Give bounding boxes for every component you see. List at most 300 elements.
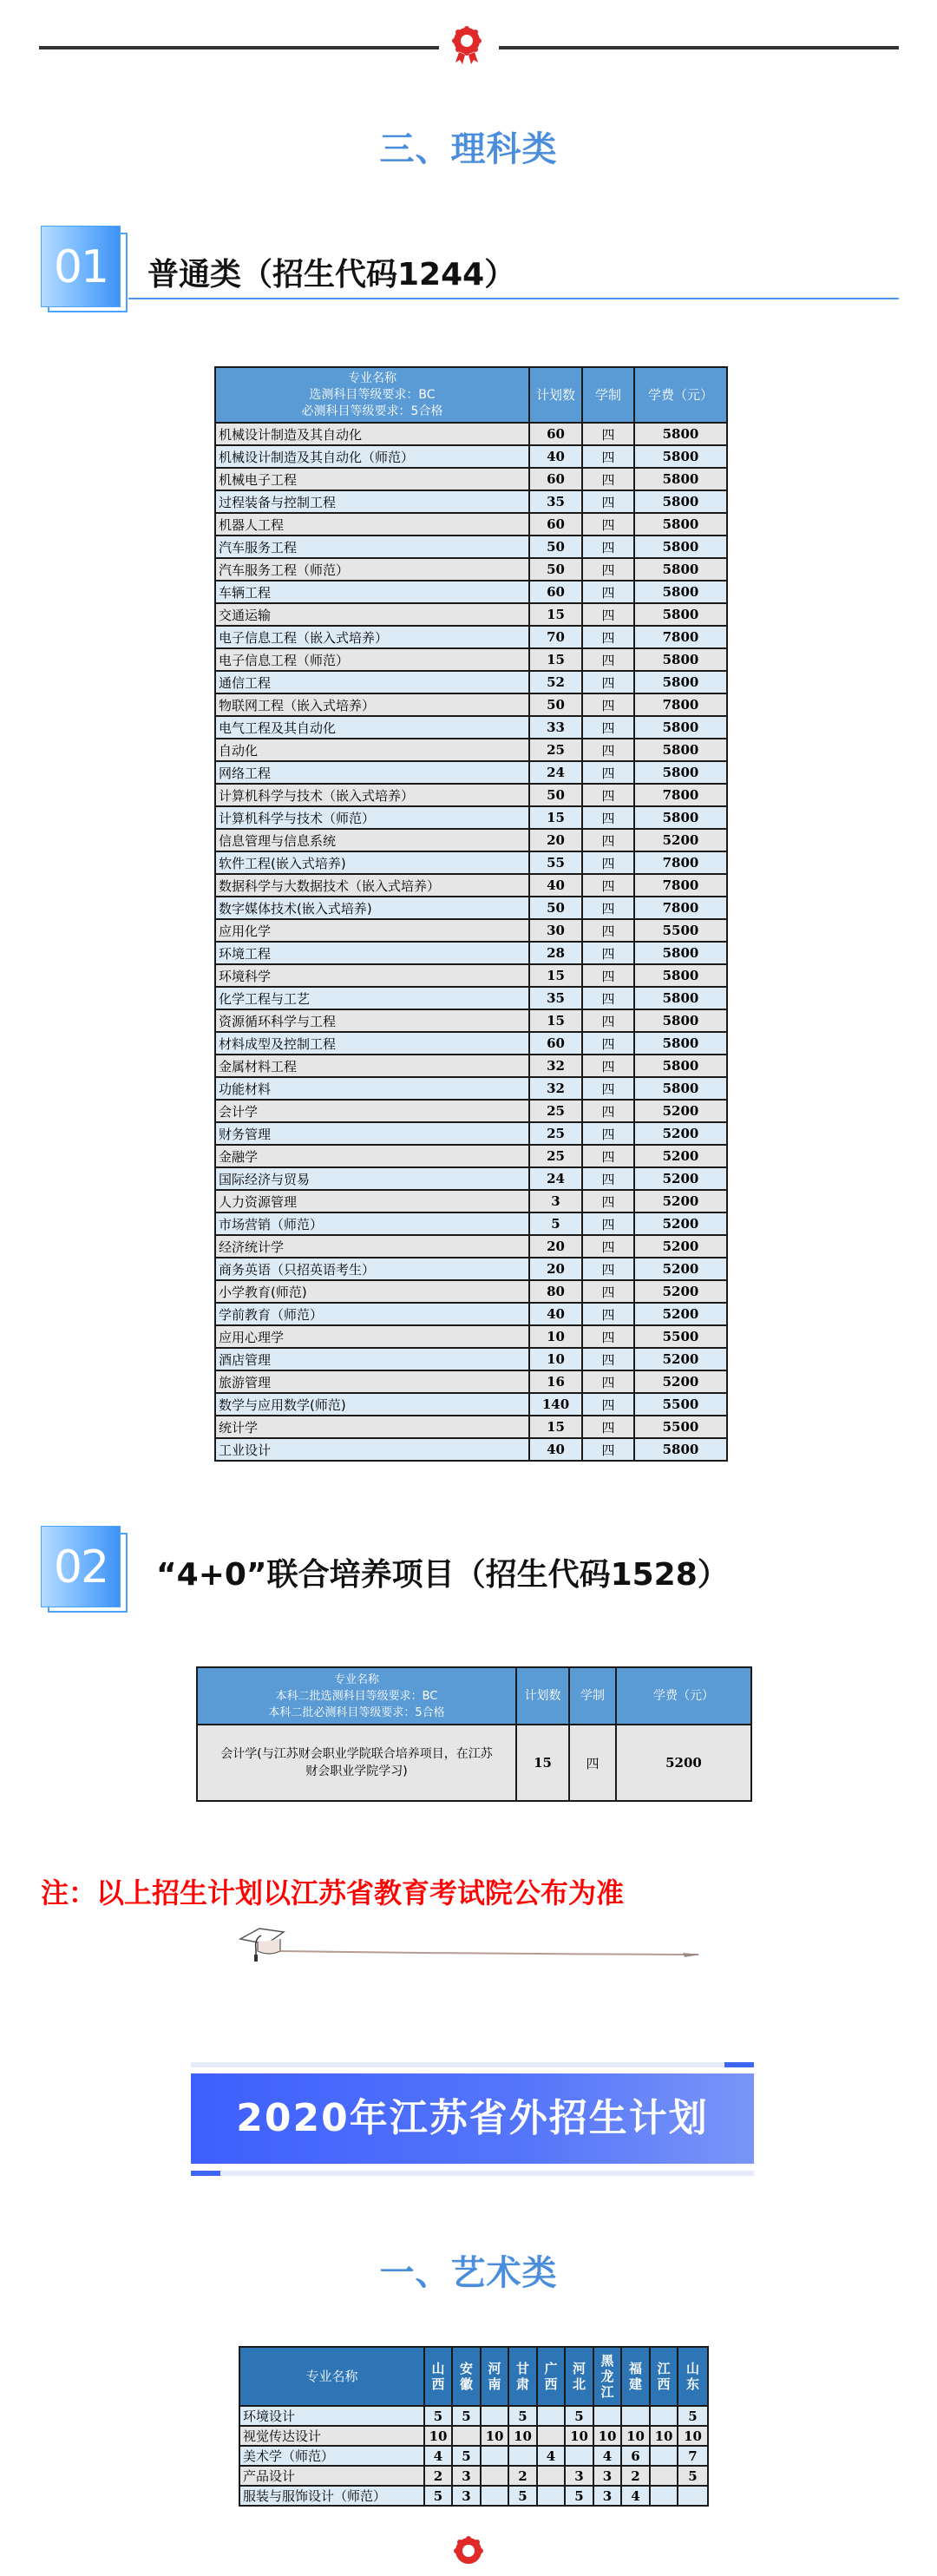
table-row bbox=[215, 1416, 727, 1438]
table-row bbox=[215, 964, 727, 987]
major-name: 环境工程 bbox=[215, 942, 529, 964]
banner-title: 2020年江苏省外招生计划 bbox=[236, 2096, 709, 2140]
plan-count: 40 bbox=[529, 874, 582, 897]
tuition-fee: 5800 bbox=[634, 761, 727, 784]
major-name: 经济统计学 bbox=[215, 1235, 529, 1258]
table-header-row bbox=[215, 367, 727, 423]
program-years: 四 bbox=[582, 739, 634, 761]
tuition-fee: 5800 bbox=[634, 671, 727, 693]
tuition-fee: 5500 bbox=[634, 1416, 727, 1438]
program-years: 四 bbox=[582, 1235, 634, 1258]
section-number: 01 bbox=[41, 226, 121, 307]
graduation-cap-icon bbox=[239, 1925, 707, 1968]
plan-count: 15 bbox=[516, 1725, 569, 1801]
tuition-fee: 5800 bbox=[634, 490, 727, 513]
heading-joint-program: “4+0”联合培养项目（招生代码1528） bbox=[156, 1557, 729, 1593]
program-years: 四 bbox=[582, 1393, 634, 1416]
table-row bbox=[215, 648, 727, 671]
note-text: 注：以上招生计划以江苏省教育考试院公布为准 bbox=[41, 1876, 625, 1909]
program-years: 四 bbox=[582, 1348, 634, 1370]
province-char: 河 bbox=[572, 2361, 586, 2376]
plan-count: 40 bbox=[529, 1438, 582, 1461]
major-name: 服装与服饰设计（师范） bbox=[239, 2486, 424, 2506]
province-char: 建 bbox=[628, 2376, 642, 2392]
plan-count: 5 bbox=[678, 2466, 708, 2486]
province-char: 安 bbox=[459, 2361, 473, 2376]
major-name: 金属材料工程 bbox=[215, 1055, 529, 1077]
section-title-art: 一、艺术类 bbox=[379, 2253, 558, 2293]
major-name bbox=[197, 1725, 516, 1801]
heading-underline bbox=[128, 298, 899, 299]
plan-count bbox=[593, 2406, 621, 2426]
table-row bbox=[215, 468, 727, 490]
table-row bbox=[215, 671, 727, 693]
table-row bbox=[215, 897, 727, 919]
plan-count: 2 bbox=[621, 2466, 650, 2486]
header-province bbox=[678, 2347, 708, 2406]
program-years: 四 bbox=[582, 897, 634, 919]
plan-count bbox=[650, 2406, 678, 2426]
table-row bbox=[215, 1009, 727, 1032]
tuition-fee: 5200 bbox=[616, 1725, 751, 1801]
program-years: 四 bbox=[582, 468, 634, 490]
major-name: 软件工程(嵌入式培养) bbox=[215, 851, 529, 874]
header-province bbox=[621, 2347, 650, 2406]
program-years: 四 bbox=[582, 581, 634, 603]
tuition-fee: 5800 bbox=[634, 581, 727, 603]
major-name: 电子信息工程（师范） bbox=[215, 648, 529, 671]
tuition-fee: 7800 bbox=[634, 626, 727, 648]
plan-count: 15 bbox=[529, 648, 582, 671]
tuition-fee: 5800 bbox=[634, 648, 727, 671]
plan-count bbox=[452, 2426, 481, 2446]
tuition-fee: 5500 bbox=[634, 1393, 727, 1416]
major-name: 财务管理 bbox=[215, 1122, 529, 1145]
tuition-fee: 5200 bbox=[634, 1280, 727, 1303]
table-row bbox=[215, 1032, 727, 1055]
plan-count: 60 bbox=[529, 513, 582, 536]
table-row bbox=[215, 1100, 727, 1122]
plan-count: 4 bbox=[424, 2446, 452, 2466]
program-years: 四 bbox=[582, 761, 634, 784]
program-years: 四 bbox=[582, 1303, 634, 1325]
science-plan-table bbox=[214, 366, 728, 1462]
major-name: 美术学（师范） bbox=[239, 2446, 424, 2466]
major-name: 商务英语（只招英语考生） bbox=[215, 1258, 529, 1280]
table-row bbox=[215, 806, 727, 829]
program-years: 四 bbox=[582, 987, 634, 1009]
joint-program-table bbox=[196, 1666, 752, 1802]
major-name: 旅游管理 bbox=[215, 1370, 529, 1393]
table-row bbox=[215, 851, 727, 874]
plan-count: 50 bbox=[529, 558, 582, 581]
plan-count: 60 bbox=[529, 468, 582, 490]
table-row bbox=[239, 2446, 708, 2466]
plan-count bbox=[650, 2446, 678, 2466]
major-name: 汽车服务工程 bbox=[215, 536, 529, 558]
table-row bbox=[215, 1055, 727, 1077]
plan-count: 33 bbox=[529, 716, 582, 739]
table-row bbox=[215, 1325, 727, 1348]
program-years: 四 bbox=[582, 1122, 634, 1145]
province-char: 东 bbox=[685, 2376, 699, 2392]
plan-count: 24 bbox=[529, 761, 582, 784]
plan-count: 35 bbox=[529, 987, 582, 1009]
plan-count bbox=[537, 2406, 565, 2426]
province-char: 甘 bbox=[515, 2361, 529, 2376]
plan-count: 60 bbox=[529, 423, 582, 445]
province-char: 北 bbox=[572, 2376, 586, 2392]
header-province bbox=[593, 2347, 621, 2406]
program-years: 四 bbox=[582, 1190, 634, 1212]
tuition-fee: 5200 bbox=[634, 1258, 727, 1280]
plan-count: 10 bbox=[481, 2426, 508, 2446]
program-years: 四 bbox=[582, 1325, 634, 1348]
plan-count: 25 bbox=[529, 739, 582, 761]
plan-count: 25 bbox=[529, 1145, 582, 1167]
major-name: 车辆工程 bbox=[215, 581, 529, 603]
plan-count: 50 bbox=[529, 897, 582, 919]
tuition-fee: 5500 bbox=[634, 1325, 727, 1348]
table-row bbox=[215, 1167, 727, 1190]
major-name: 通信工程 bbox=[215, 671, 529, 693]
tuition-fee: 7800 bbox=[634, 874, 727, 897]
out-of-province-banner bbox=[191, 2073, 754, 2164]
tuition-fee: 5800 bbox=[634, 1077, 727, 1100]
tuition-fee: 5800 bbox=[634, 468, 727, 490]
table-row bbox=[215, 513, 727, 536]
header-years: 学制 bbox=[582, 367, 634, 423]
banner-bottom-strip bbox=[191, 2171, 754, 2176]
tuition-fee: 5200 bbox=[634, 1348, 727, 1370]
major-name: 汽车服务工程（师范） bbox=[215, 558, 529, 581]
plan-count: 40 bbox=[529, 1303, 582, 1325]
header-major-name bbox=[197, 1667, 516, 1725]
province-char: 江 bbox=[600, 2384, 614, 2400]
header-province bbox=[481, 2347, 508, 2406]
plan-count: 5 bbox=[565, 2406, 593, 2426]
plan-count: 15 bbox=[529, 603, 582, 626]
plan-count: 60 bbox=[529, 1032, 582, 1055]
tuition-fee: 5200 bbox=[634, 1212, 727, 1235]
header-major-name: 专业名称 bbox=[239, 2347, 424, 2406]
table-row bbox=[215, 829, 727, 851]
plan-count: 5 bbox=[452, 2406, 481, 2426]
major-name: 网络工程 bbox=[215, 761, 529, 784]
table-row bbox=[239, 2466, 708, 2486]
major-name: 机械设计制造及其自动化 bbox=[215, 423, 529, 445]
tuition-fee: 5800 bbox=[634, 964, 727, 987]
plan-count: 3 bbox=[529, 1190, 582, 1212]
plan-count: 10 bbox=[529, 1325, 582, 1348]
plan-count: 50 bbox=[529, 693, 582, 716]
table-row bbox=[215, 1393, 727, 1416]
plan-count: 15 bbox=[529, 806, 582, 829]
table-row bbox=[197, 1725, 751, 1801]
header-province bbox=[650, 2347, 678, 2406]
table-row bbox=[215, 1348, 727, 1370]
art-plan-table bbox=[239, 2346, 709, 2507]
program-years: 四 bbox=[582, 806, 634, 829]
plan-count: 32 bbox=[529, 1055, 582, 1077]
section-number-box-01 bbox=[41, 226, 128, 312]
table-row bbox=[215, 784, 727, 806]
major-name: 电子信息工程（嵌入式培养） bbox=[215, 626, 529, 648]
table-row bbox=[215, 423, 727, 445]
plan-count: 5 bbox=[678, 2406, 708, 2426]
tuition-fee: 7800 bbox=[634, 897, 727, 919]
section-number: 02 bbox=[41, 1526, 121, 1607]
table-row bbox=[215, 536, 727, 558]
major-name: 酒店管理 bbox=[215, 1348, 529, 1370]
program-years: 四 bbox=[582, 1009, 634, 1032]
tuition-fee: 5800 bbox=[634, 1032, 727, 1055]
table-row bbox=[215, 739, 727, 761]
header-plan: 计划数 bbox=[529, 367, 582, 423]
plan-count: 20 bbox=[529, 1235, 582, 1258]
tuition-fee: 5200 bbox=[634, 1235, 727, 1258]
plan-count: 2 bbox=[424, 2466, 452, 2486]
plan-count: 28 bbox=[529, 942, 582, 964]
plan-count: 10 bbox=[565, 2426, 593, 2446]
plan-count: 52 bbox=[529, 671, 582, 693]
plan-count bbox=[650, 2486, 678, 2506]
major-name: 应用化学 bbox=[215, 919, 529, 942]
tuition-fee: 5800 bbox=[634, 423, 727, 445]
program-years: 四 bbox=[582, 784, 634, 806]
province-char: 西 bbox=[431, 2376, 445, 2392]
program-years: 四 bbox=[582, 423, 634, 445]
program-years: 四 bbox=[582, 693, 634, 716]
plan-count: 55 bbox=[529, 851, 582, 874]
plan-count: 4 bbox=[621, 2486, 650, 2506]
tuition-fee: 5200 bbox=[634, 1167, 727, 1190]
major-name-line: 财会职业学院学习) bbox=[305, 1764, 408, 1778]
table-row bbox=[239, 2486, 708, 2506]
header-province bbox=[565, 2347, 593, 2406]
province-char: 西 bbox=[657, 2376, 671, 2392]
table-row bbox=[215, 490, 727, 513]
major-name: 数字媒体技术(嵌入式培养) bbox=[215, 897, 529, 919]
tuition-fee: 5800 bbox=[634, 558, 727, 581]
table-header-row bbox=[239, 2347, 708, 2406]
plan-count: 16 bbox=[529, 1370, 582, 1393]
table-header-row bbox=[197, 1667, 751, 1725]
major-name: 电气工程及其自动化 bbox=[215, 716, 529, 739]
section-title-science: 三、理科类 bbox=[379, 129, 558, 169]
major-name: 应用心理学 bbox=[215, 1325, 529, 1348]
plan-count bbox=[537, 2426, 565, 2446]
major-name: 产品设计 bbox=[239, 2466, 424, 2486]
header-plan: 计划数 bbox=[516, 1667, 569, 1725]
plan-count: 35 bbox=[529, 490, 582, 513]
plan-count: 5 bbox=[508, 2486, 537, 2506]
plan-count: 25 bbox=[529, 1100, 582, 1122]
plan-count bbox=[537, 2466, 565, 2486]
plan-count: 3 bbox=[593, 2486, 621, 2506]
tuition-fee: 5800 bbox=[634, 739, 727, 761]
program-years: 四 bbox=[582, 603, 634, 626]
plan-count: 5 bbox=[424, 2486, 452, 2506]
plan-count: 4 bbox=[537, 2446, 565, 2466]
plan-count: 15 bbox=[529, 1009, 582, 1032]
table-row bbox=[215, 1212, 727, 1235]
table-row bbox=[215, 1280, 727, 1303]
table-row bbox=[215, 874, 727, 897]
header-province bbox=[537, 2347, 565, 2406]
major-name: 自动化 bbox=[215, 739, 529, 761]
plan-count: 5 bbox=[508, 2406, 537, 2426]
plan-count: 7 bbox=[678, 2446, 708, 2466]
program-years: 四 bbox=[582, 445, 634, 468]
tuition-fee: 5800 bbox=[634, 716, 727, 739]
header-line: 本科二批选测科目等级要求：BC bbox=[275, 1689, 438, 1703]
province-char: 江 bbox=[657, 2361, 671, 2376]
major-name: 人力资源管理 bbox=[215, 1190, 529, 1212]
province-char: 西 bbox=[544, 2376, 558, 2392]
major-name-line: 会计学(与江苏财会职业学院联合培养项目，在江苏 bbox=[220, 1747, 493, 1761]
header-line: 选测科目等级要求：BC bbox=[309, 387, 436, 402]
major-name: 统计学 bbox=[215, 1416, 529, 1438]
top-divider-left-line bbox=[39, 46, 439, 49]
program-years: 四 bbox=[582, 919, 634, 942]
plan-count: 10 bbox=[508, 2426, 537, 2446]
major-name: 计算机科学与技术（师范） bbox=[215, 806, 529, 829]
program-years: 四 bbox=[582, 964, 634, 987]
province-char: 河 bbox=[488, 2361, 501, 2376]
program-years: 四 bbox=[582, 1055, 634, 1077]
plan-count: 140 bbox=[529, 1393, 582, 1416]
plan-count: 24 bbox=[529, 1167, 582, 1190]
program-years: 四 bbox=[582, 942, 634, 964]
plan-count: 10 bbox=[650, 2426, 678, 2446]
plan-count: 3 bbox=[565, 2466, 593, 2486]
tuition-fee: 5800 bbox=[634, 806, 727, 829]
plan-count: 4 bbox=[593, 2446, 621, 2466]
program-years: 四 bbox=[582, 648, 634, 671]
major-name: 金融学 bbox=[215, 1145, 529, 1167]
program-years: 四 bbox=[582, 1416, 634, 1438]
header-years: 学制 bbox=[569, 1667, 616, 1725]
table-row bbox=[215, 942, 727, 964]
header-fee: 学费（元） bbox=[616, 1667, 751, 1725]
program-years: 四 bbox=[582, 626, 634, 648]
table-row bbox=[215, 693, 727, 716]
program-years: 四 bbox=[582, 716, 634, 739]
plan-count: 3 bbox=[452, 2486, 481, 2506]
program-years: 四 bbox=[582, 513, 634, 536]
award-badge-icon bbox=[454, 2536, 483, 2576]
table-row bbox=[215, 1258, 727, 1280]
tuition-fee: 7800 bbox=[634, 784, 727, 806]
tuition-fee: 5200 bbox=[634, 829, 727, 851]
header-province bbox=[452, 2347, 481, 2406]
province-char: 徽 bbox=[459, 2376, 473, 2392]
major-name: 数学与应用数学(师范) bbox=[215, 1393, 529, 1416]
header-line: 专业名称 bbox=[333, 1672, 379, 1686]
plan-count: 60 bbox=[529, 581, 582, 603]
major-name: 化学工程与工艺 bbox=[215, 987, 529, 1009]
plan-count bbox=[481, 2406, 508, 2426]
table-row bbox=[215, 1077, 727, 1100]
tuition-fee: 7800 bbox=[634, 851, 727, 874]
major-name: 信息管理与信息系统 bbox=[215, 829, 529, 851]
section-number-box-02 bbox=[41, 1526, 128, 1613]
major-name: 环境设计 bbox=[239, 2406, 424, 2426]
plan-count: 50 bbox=[529, 536, 582, 558]
province-char: 广 bbox=[544, 2361, 558, 2376]
plan-count: 30 bbox=[529, 919, 582, 942]
tuition-fee: 5800 bbox=[634, 603, 727, 626]
province-char: 龙 bbox=[600, 2369, 614, 2384]
program-years: 四 bbox=[582, 1077, 634, 1100]
province-char: 福 bbox=[628, 2361, 642, 2376]
tuition-fee: 5200 bbox=[634, 1145, 727, 1167]
plan-count bbox=[537, 2486, 565, 2506]
header-line: 本科二批必测科目等级要求：5合格 bbox=[268, 1705, 445, 1719]
major-name: 会计学 bbox=[215, 1100, 529, 1122]
province-char: 山 bbox=[431, 2361, 445, 2376]
program-years: 四 bbox=[582, 536, 634, 558]
plan-count: 10 bbox=[621, 2426, 650, 2446]
major-name: 过程装备与控制工程 bbox=[215, 490, 529, 513]
major-name: 工业设计 bbox=[215, 1438, 529, 1461]
plan-count: 20 bbox=[529, 1258, 582, 1280]
province-char: 肃 bbox=[515, 2376, 529, 2392]
table-row bbox=[215, 919, 727, 942]
header-line: 专业名称 bbox=[348, 371, 396, 385]
plan-count: 15 bbox=[529, 1416, 582, 1438]
tuition-fee: 7800 bbox=[634, 693, 727, 716]
tuition-fee: 5200 bbox=[634, 1370, 727, 1393]
program-years: 四 bbox=[582, 1212, 634, 1235]
program-years: 四 bbox=[582, 1145, 634, 1167]
table-row bbox=[215, 1145, 727, 1167]
program-years: 四 bbox=[569, 1725, 616, 1801]
major-name: 机械电子工程 bbox=[215, 468, 529, 490]
program-years: 四 bbox=[582, 1167, 634, 1190]
program-years: 四 bbox=[582, 671, 634, 693]
heading-general-category: 普通类（招生代码1244） bbox=[147, 257, 516, 292]
header-province bbox=[424, 2347, 452, 2406]
banner-top-strip bbox=[191, 2062, 754, 2067]
table-row bbox=[215, 626, 727, 648]
plan-count: 5 bbox=[424, 2406, 452, 2426]
major-name: 数据科学与大数据技术（嵌入式培养） bbox=[215, 874, 529, 897]
plan-count bbox=[481, 2486, 508, 2506]
tuition-fee: 5200 bbox=[634, 1100, 727, 1122]
province-char: 黑 bbox=[600, 2353, 614, 2369]
major-name: 环境科学 bbox=[215, 964, 529, 987]
plan-count bbox=[621, 2406, 650, 2426]
major-name: 交通运输 bbox=[215, 603, 529, 626]
plan-count: 40 bbox=[529, 445, 582, 468]
plan-count: 10 bbox=[593, 2426, 621, 2446]
tuition-fee: 5800 bbox=[634, 445, 727, 468]
tuition-fee: 5800 bbox=[634, 513, 727, 536]
banner-bottom-accent bbox=[191, 2171, 220, 2176]
table-row bbox=[239, 2406, 708, 2426]
tuition-fee: 5200 bbox=[634, 1122, 727, 1145]
plan-count bbox=[650, 2466, 678, 2486]
tuition-fee: 5200 bbox=[634, 1190, 727, 1212]
plan-count: 10 bbox=[678, 2426, 708, 2446]
award-badge-icon bbox=[452, 26, 482, 66]
plan-count bbox=[508, 2446, 537, 2466]
table-row bbox=[215, 761, 727, 784]
program-years: 四 bbox=[582, 1258, 634, 1280]
program-years: 四 bbox=[582, 829, 634, 851]
